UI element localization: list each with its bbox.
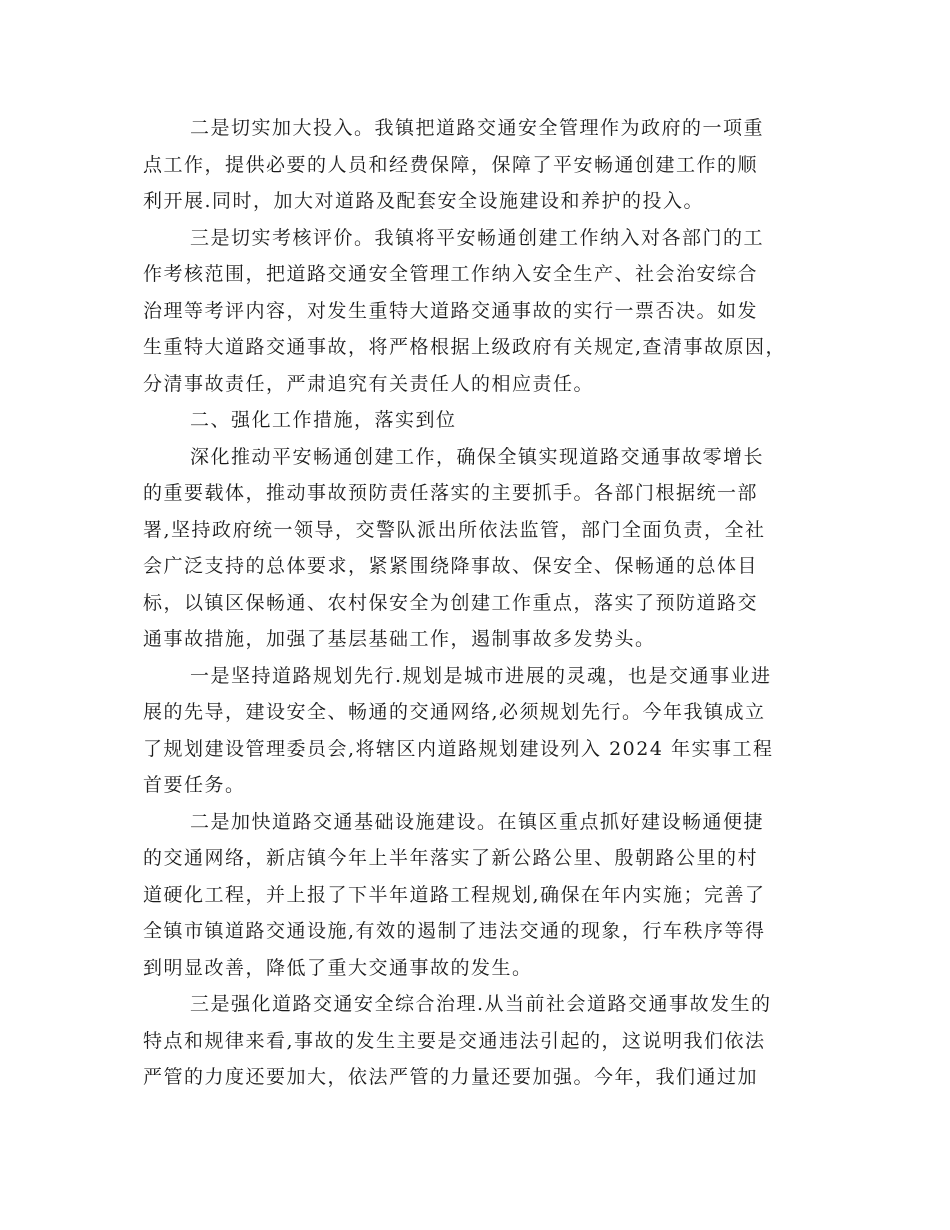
paragraph-line: 特点和规律来看,事故的发生主要是交通违法引起的，这说明我们依法 (143, 1030, 766, 1052)
paragraph-line: 全镇市镇道路交通设施,有效的遏制了违法交通的现象，行车秩序等得 (143, 920, 766, 942)
paragraph-line: 通事故措施，加强了基层基础工作，遏制事故多发势头。 (143, 628, 656, 650)
paragraph-line: 的重要载体，推动事故预防责任落实的主要抓手。各部门根据统一部 (143, 482, 759, 504)
paragraph-line: 到明显改善，降低了重大交通事故的发生。 (143, 957, 533, 979)
paragraph-line: 生重特大道路交通事故，将严格根据上级政府有关规定,查清事故原因， (143, 336, 787, 358)
paragraph-line: 标，以镇区保畅通、农村保安全为创建工作重点，落实了预防道路交 (143, 592, 759, 614)
section-heading: 二、强化工作措施，落实到位 (190, 409, 457, 431)
paragraph-line: 的交通网络，新店镇今年上半年落实了新公路公里、殷朝路公里的村 (143, 847, 759, 869)
paragraph-line: 会广泛支持的总体要求，紧紧围绕降事故、保安全、保畅通的总体目 (143, 555, 759, 577)
paragraph-line: 点工作，提供必要的人员和经费保障，保障了平安畅通创建工作的顺 (143, 154, 759, 176)
paragraph-line: 一是坚持道路规划先行.规划是城市进展的灵魂，也是交通事业进 (190, 665, 772, 687)
paragraph-line: 三是强化道路交通安全综合治理.从当前社会道路交通事故发生的 (190, 993, 772, 1015)
paragraph-line: 三是切实考核评价。我镇将平安畅通创建工作纳入对各部门的工 (190, 227, 765, 249)
paragraph-line: 作考核范围，把道路交通安全管理工作纳入安全生产、社会治安综合 (143, 263, 759, 285)
paragraph-line: 道硬化工程，并上报了下半年道路工程规划,确保在年内实施；完善了 (143, 884, 766, 906)
paragraph-line: 深化推动平安畅通创建工作，确保全镇实现道路交通事故零增长 (190, 446, 765, 468)
paragraph-line: 利开展.同时，加大对道路及配套安全设施建设和养护的投入。 (143, 190, 705, 212)
paragraph-line: 署,坚持政府统一领导，交警队派出所依法监管，部门全面负责，全社 (143, 519, 766, 541)
paragraph-line: 二是切实加大投入。我镇把道路交通安全管理作为政府的一项重 (190, 117, 765, 139)
paragraph-line: 分清事故责任，严肃追究有关责任人的相应责任。 (143, 373, 595, 395)
paragraph-line: 了规划建设管理委员会,将辖区内道路规划建设列入 2024 年实事工程 (143, 738, 774, 760)
paragraph-line: 治理等考评内容，对发生重特大道路交通事故的实行一票否决。如发 (143, 300, 759, 322)
paragraph-line: 二是加快道路交通基础设施建设。在镇区重点抓好建设畅通便捷 (190, 811, 765, 833)
paragraph-line: 严管的力度还要加大，依法严管的力量还要加强。今年，我们通过加 (143, 1066, 759, 1088)
paragraph-line: 展的先导，建设安全、畅通的交通网络,必须规划先行。今年我镇成立 (143, 701, 766, 723)
paragraph-line: 首要任务。 (143, 774, 246, 796)
